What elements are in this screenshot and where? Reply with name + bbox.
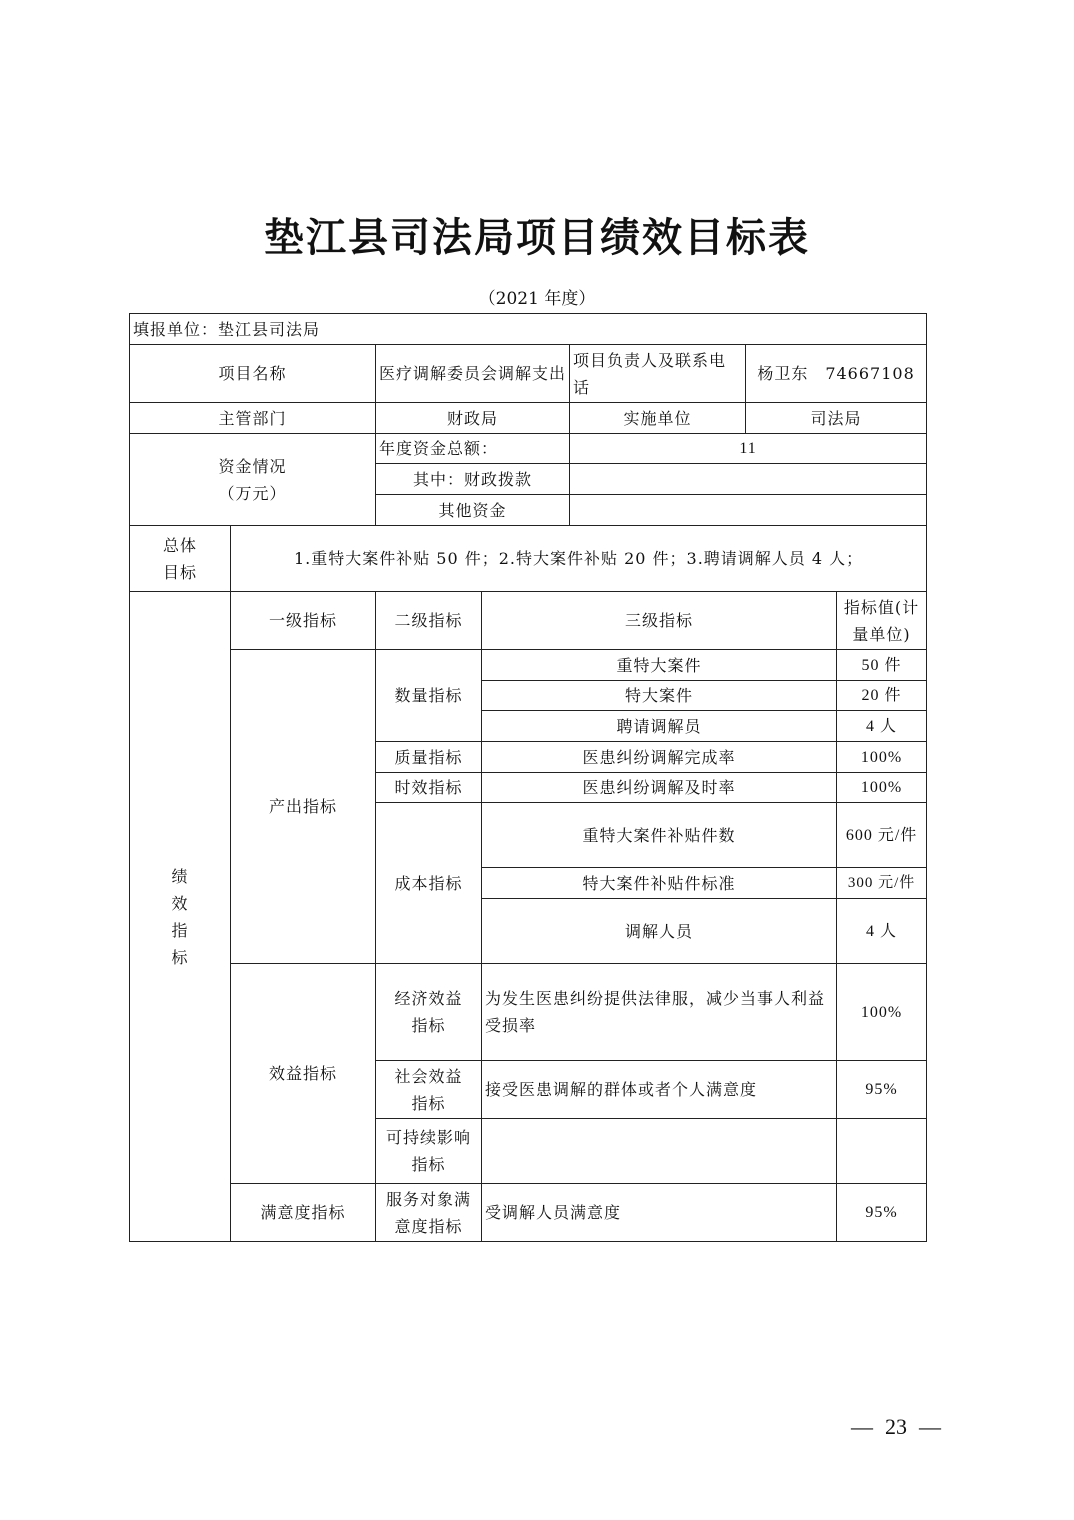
social-indicator-text: 社会效益指标	[394, 1066, 463, 1113]
overall-goal-text: 1.重特大案件补贴 50 件；2.特大案件补贴 20 件；3.聘请调解人员 4 人；	[231, 526, 927, 592]
header-level2: 二级指标	[376, 592, 482, 650]
social-name: 接受医患调解的群体或者个人满意度	[482, 1061, 837, 1119]
project-name-value: 医疗调解委员会调解支出	[376, 345, 570, 403]
page-number-dash: —	[919, 1414, 941, 1439]
q2-name: 特大案件	[482, 681, 837, 711]
economic-name: 为发生医患纠纷提供法律服，减少当事人利益受损率	[482, 964, 837, 1061]
benefit-indicator-label: 效益指标	[231, 964, 376, 1184]
service-value: 95%	[837, 1184, 927, 1242]
c2-value: 300 元/件	[837, 868, 927, 899]
perf-side-char: 效	[171, 893, 189, 913]
overall-goal-label-line1: 总体	[162, 535, 197, 555]
overall-goal-label-line2: 目标	[162, 562, 197, 582]
economic-indicator-text: 经济效益指标	[394, 989, 463, 1035]
c1-value: 600 元/件	[837, 803, 927, 868]
q3-name: 聘请调解员	[482, 711, 837, 742]
quality-indicator-label: 质量指标	[376, 742, 482, 773]
perf-side-char: 指	[171, 920, 189, 940]
service-name: 受调解人员满意度	[482, 1184, 837, 1242]
dept-label: 主管部门	[130, 403, 376, 434]
quantity-indicator-label: 数量指标	[376, 650, 482, 742]
time-name: 医患纠纷调解及时率	[482, 773, 837, 803]
sustain-indicator-label	[376, 1119, 482, 1184]
year-subtitle: （2021 年度）	[478, 289, 596, 309]
performance-target-table	[129, 313, 927, 1242]
c1-name: 重特大案件补贴件数	[482, 803, 837, 868]
time-value: 100%	[837, 773, 927, 803]
page-number	[845, 1414, 947, 1440]
cost-indicator-label: 成本指标	[376, 803, 482, 964]
output-indicator-label: 产出指标	[231, 650, 376, 964]
header-value: 指标值(计量单位)	[837, 592, 927, 650]
dept-value: 财政局	[376, 403, 570, 434]
contact-label: 项目负责人及联系电话	[570, 345, 746, 403]
funds-finance-label: 其中：财政拨款	[376, 464, 570, 495]
project-name-label: 项目名称	[130, 345, 376, 403]
perf-side-char: 绩	[171, 866, 189, 886]
service-indicator-text: 服务对象满意度指标	[385, 1189, 471, 1236]
time-indicator-label: 时效指标	[376, 773, 482, 803]
perf-side-char: 标	[171, 947, 189, 967]
page-number-dash: —	[851, 1414, 873, 1439]
funds-label-line2: （万元）	[218, 483, 287, 503]
reporting-unit: 填报单位：垫江县司法局	[130, 314, 927, 345]
c3-value: 4 人	[837, 899, 927, 964]
header-level1: 一级指标	[231, 592, 376, 650]
c3-name: 调解人员	[482, 899, 837, 964]
funds-total-label: 年度资金总额：	[376, 434, 570, 464]
quality-name: 医患纠纷调解完成率	[482, 742, 837, 773]
funds-finance-value	[570, 464, 927, 495]
page-number-value: 23	[885, 1414, 907, 1439]
impl-label: 实施单位	[570, 403, 746, 434]
q1-name: 重特大案件	[482, 650, 837, 681]
contact-value: 杨卫东 74667108	[746, 345, 927, 403]
satisfaction-indicator-label: 满意度指标	[231, 1184, 376, 1242]
funds-label	[130, 434, 376, 526]
header-level3: 三级指标	[482, 592, 837, 650]
economic-value: 100%	[837, 964, 927, 1061]
overall-goal-label	[130, 526, 231, 592]
page-title: 垫江县司法局项目绩效目标表	[264, 215, 810, 261]
q2-value: 20 件	[837, 681, 927, 711]
c2-name: 特大案件补贴件标准	[482, 868, 837, 899]
economic-indicator-label	[376, 964, 482, 1061]
sustain-value	[837, 1119, 927, 1184]
perf-side-label	[130, 592, 231, 1242]
sustain-name	[482, 1119, 837, 1184]
q1-value: 50 件	[837, 650, 927, 681]
social-indicator-label	[376, 1061, 482, 1119]
sustain-indicator-text: 可持续影响指标	[385, 1128, 471, 1174]
funds-label-line1: 资金情况	[218, 456, 287, 476]
funds-total-value: 11	[570, 434, 927, 464]
q3-value: 4 人	[837, 711, 927, 742]
funds-other-label: 其他资金	[376, 495, 570, 526]
funds-other-value	[570, 495, 927, 526]
quality-value: 100%	[837, 742, 927, 773]
service-indicator-label	[376, 1184, 482, 1242]
social-value: 95%	[837, 1061, 927, 1119]
impl-value: 司法局	[746, 403, 927, 434]
